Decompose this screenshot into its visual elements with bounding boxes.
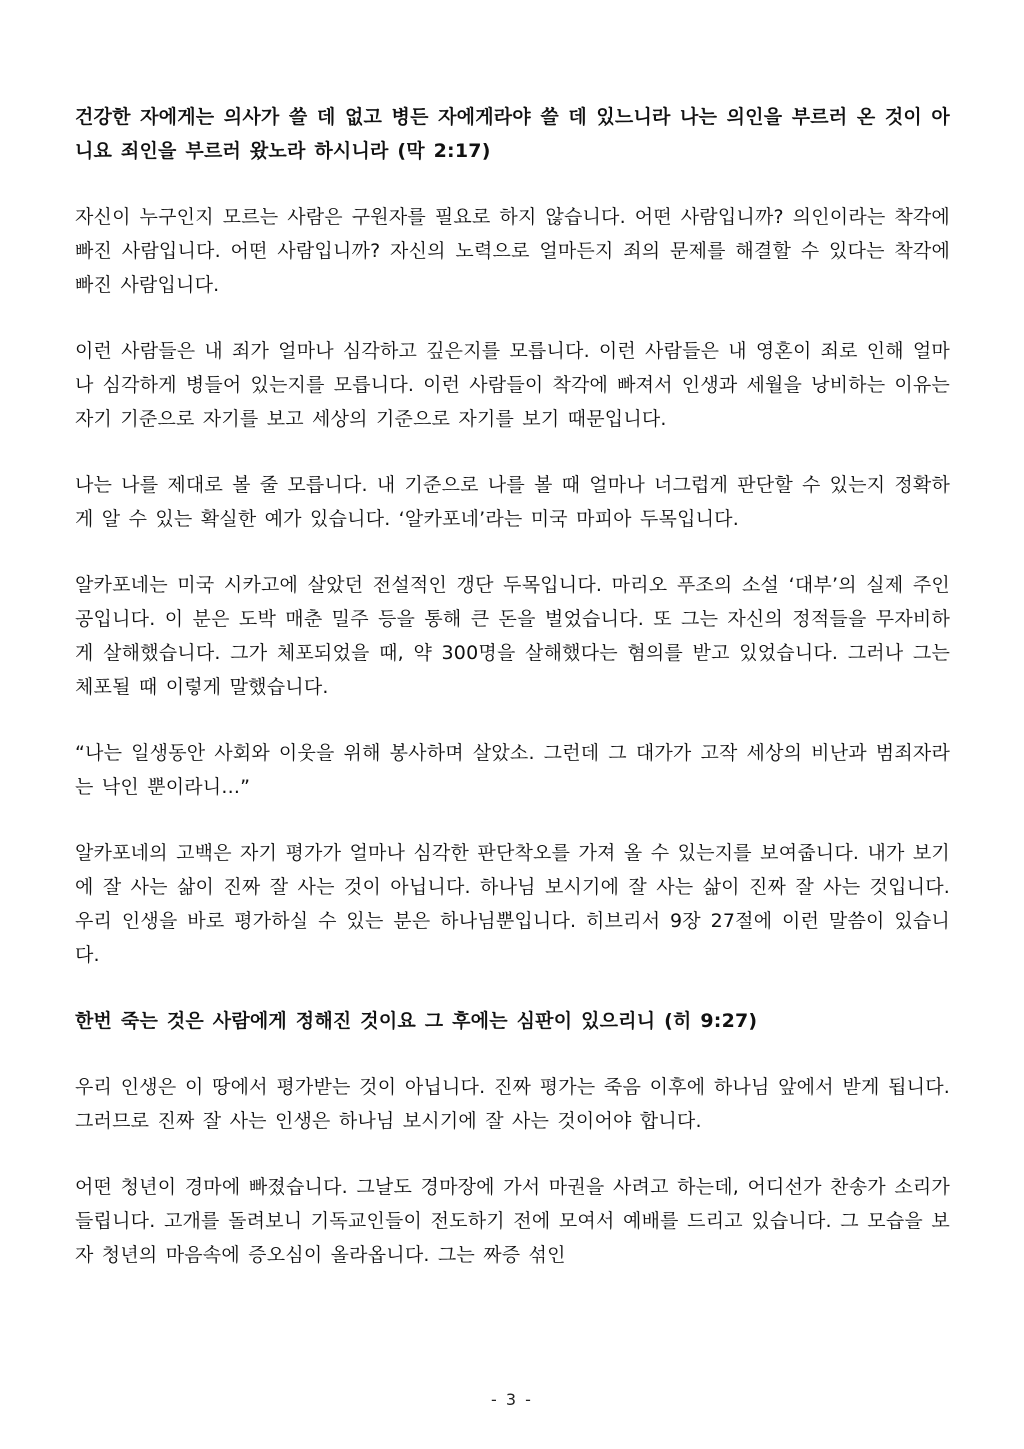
paragraph-unaware-of-sin: 이런 사람들은 내 죄가 얼마나 심각하고 깊은지를 모릅니다. 이런 사람들은 내 영혼이 죄로 인해 얼마나 심각하게 병들어 있는지를 모릅니다. 이런 사람들이 착각에 빠져서 인생과 세월을 낭비하는 이유는 자기 기준으로 자기를 보고 세상의 기준으로 자기를 보기 때문입니다. (75, 340, 950, 430)
paragraph-capone-quote: “나는 일생동안 사회와 이웃을 위해 봉사하며 살았소. 그런데 그 대가가 고작 세상의 비난과 범죄자라는 낙인 뿐이라니...” (75, 742, 950, 798)
paragraph-self-judgment: 나는 나를 제대로 볼 줄 모릅니다. 내 기준으로 나를 볼 때 얼마나 너그럽게 판단할 수 있는지 정확하게 알 수 있는 확실한 예가 있습니다. ‘알카포네’라는 미국 마피아 두목입니다. (75, 474, 950, 530)
scripture-quote-mark-2-17: 건강한 자에게는 의사가 쓸 데 없고 병든 자에게라야 쓸 데 있느니라 나는 의인을 부르러 온 것이 아니요 죄인을 부르러 왔노라 하시니라 (막 2:17) (75, 106, 950, 162)
paragraph-capone-confession: 알카포네의 고백은 자기 평가가 얼마나 심각한 판단착오를 가져 올 수 있는지를 보여줍니다. 내가 보기에 잘 사는 삶이 진짜 잘 사는 것이 아닙니다. 하나님 보시기에 잘 사는 삶이 진짜 잘 사는 것입니다. 우리 인생을 바로 평가하실 수 있는 분은 하나님뿐입니다. 히브리서 9장 27절에 이런 말씀이 있습니다. (75, 842, 950, 966)
paragraph-self-knowledge: 자신이 누구인지 모르는 사람은 구원자를 필요로 하지 않습니다. 어떤 사람입니까? 의인이라는 착각에 빠진 사람입니다. 어떤 사람입니까? 자신의 노력으로 얼마든지 죄의 문제를 해결할 수 있다는 착각에 빠진 사람입니다. (75, 206, 950, 296)
page-number: - 3 - (491, 1390, 533, 1409)
scripture-quote-hebrews-9-27: 한번 죽는 것은 사람에게 정해진 것이요 그 후에는 심판이 있으리니 (히 9:27) (75, 1010, 758, 1032)
paragraph-young-man-horse-racing: 어떤 청년이 경마에 빠졌습니다. 그날도 경마장에 가서 마권을 사려고 하는데, 어디선가 찬송가 소리가 들립니다. 고개를 돌려보니 기독교인들이 전도하기 전에 모여서 예배를 드리고 있습니다. 그 모습을 보자 청년의 마음속에 증오심이 올라옵니다. 그는 짜증 섞인 (75, 1176, 950, 1266)
paragraph-judgment-after-death: 우리 인생은 이 땅에서 평가받는 것이 아닙니다. 진짜 평가는 죽음 이후에 하나님 앞에서 받게 됩니다. 그러므로 진짜 잘 사는 인생은 하나님 보시기에 잘 사는 것이어야 합니다. (75, 1076, 950, 1132)
paragraph-al-capone: 알카포네는 미국 시카고에 살았던 전설적인 갱단 두목입니다. 마리오 푸조의 소설 ‘대부’의 실제 주인공입니다. 이 분은 도박 매춘 밀주 등을 통해 큰 돈을 벌었습니다. 또 그는 자신의 정적들을 무자비하게 살해했습니다. 그가 체포되었을 때, 약 300명을 살해했다는 혐의를 받고 있었습니다. 그러나 그는 체포될 때 이렇게 말했습니다. (75, 574, 950, 698)
document-body (75, 100, 950, 1304)
